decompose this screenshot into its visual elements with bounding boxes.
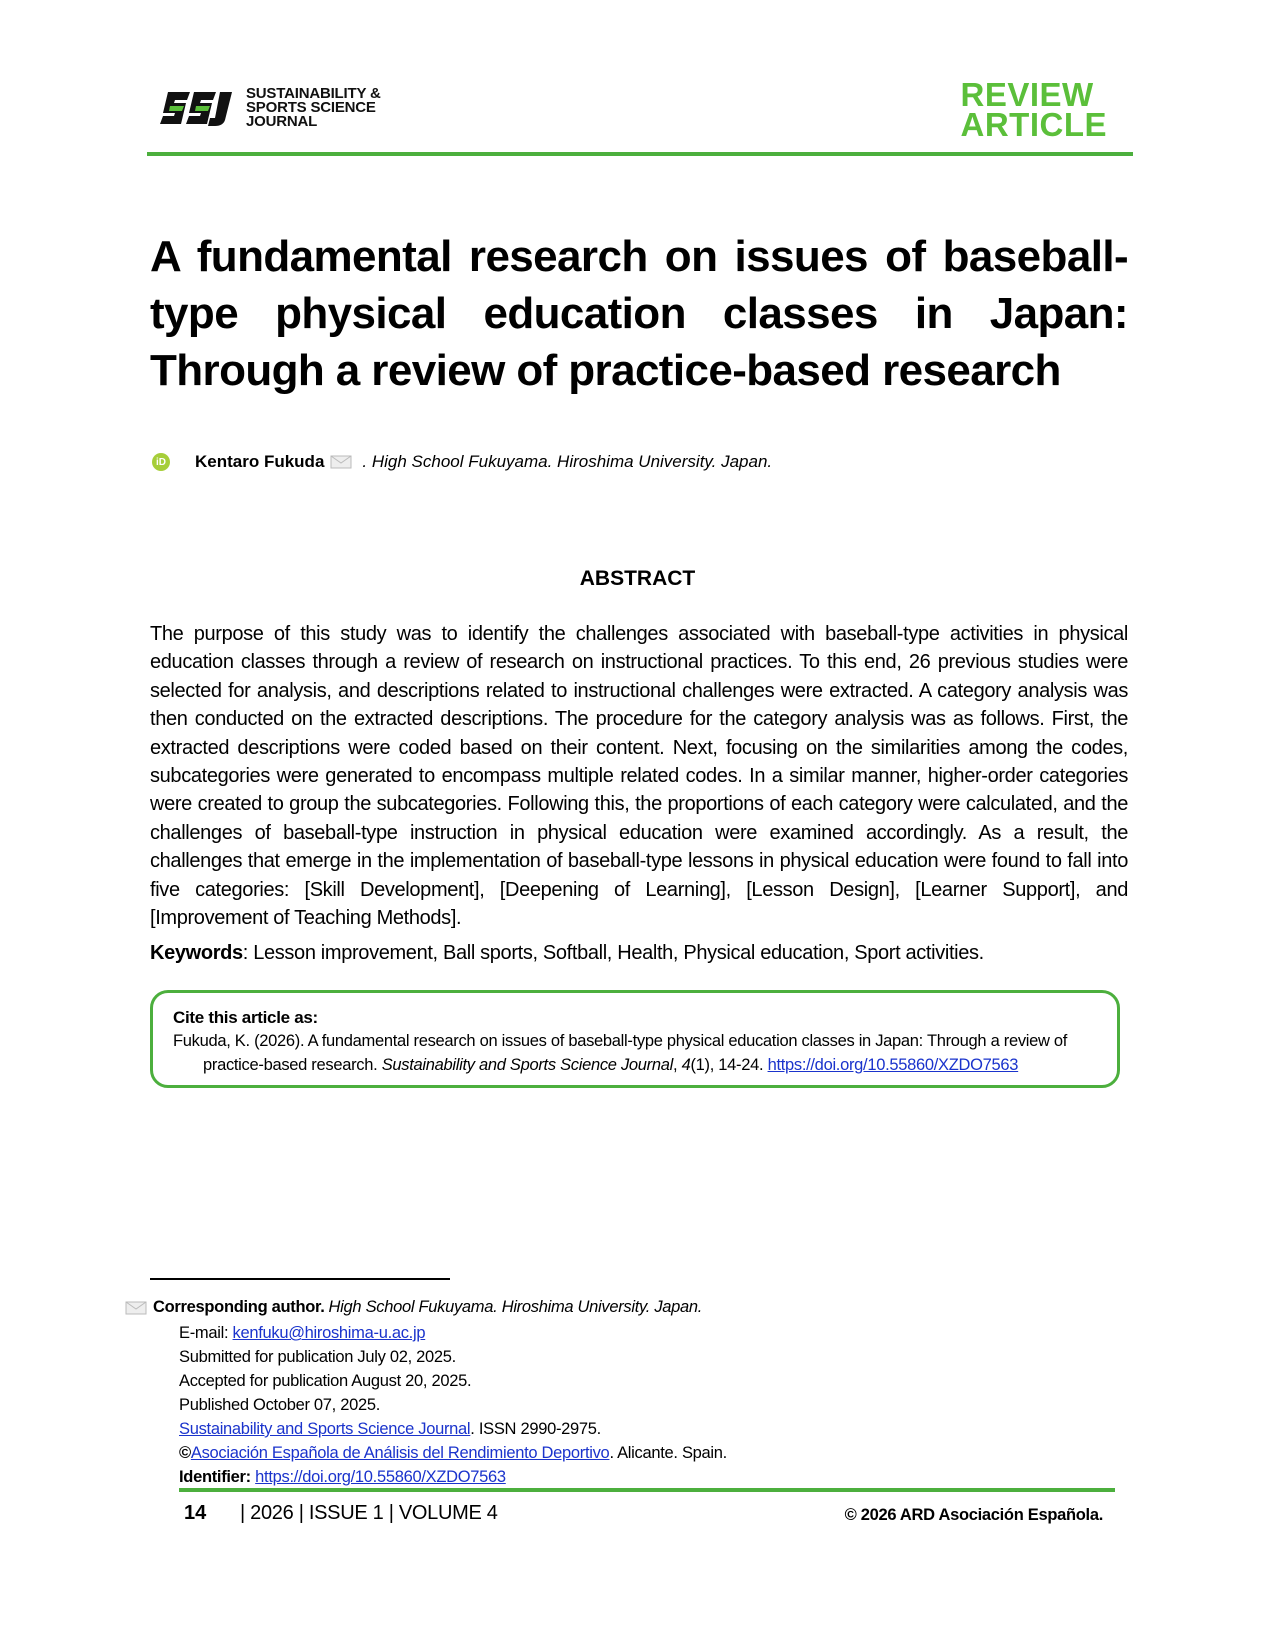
publisher-line xyxy=(179,1441,727,1465)
footer-divider xyxy=(179,1488,1115,1492)
copyright-symbol: © xyxy=(179,1444,191,1462)
email-label: E-mail: xyxy=(179,1324,233,1342)
corresponding-author-label: Corresponding author. xyxy=(153,1298,325,1316)
citation-doi-link[interactable]: https://doi.org/10.55860/XZDO7563 xyxy=(767,1056,1019,1074)
footer-copyright: © 2026 ARD Asociación Española. xyxy=(844,1506,1103,1524)
header-divider xyxy=(147,152,1133,156)
abstract-heading: ABSTRACT xyxy=(579,567,696,590)
author-name: Kentaro Fukuda xyxy=(195,452,325,471)
citation-text-main: Fukuda, K. (2026). A fundamental research on issues of baseball-type physical education classes in Japan: Through a review of practice-based research. xyxy=(173,1032,1068,1074)
citation-pages: (1), 14-24. xyxy=(690,1056,768,1074)
abstract-body: The purpose of this study was to identify the challenges associated with baseball-type activities in physical education classes through a review of research on instructional practices. To this end, 26 previous studies were selected for analysis, and descriptions related to instructional challenges were extracted. A category analysis was then conducted on the extracted descriptions. The procedure for the category analysis was as follows. First, the extracted descriptions were coded based on their content. Next, focusing on the similarities among the codes, subcategories were generated to encompass multiple related codes. In a similar manner, higher-order categories were created to group the subcategories. Following this, the proportions of each category were calculated, and the challenges of baseball-type instruction in physical education were examined accordingly. As a result, the challenges that emerge in the implementation of baseball-type lessons in physical education were found to fall into five categories: [Skill Development], [Deepening of Learning], [Lesson Design], [Learner Support], and [Improvement of Teaching Methods]. xyxy=(150,623,1128,930)
logo-text-line-3: JOURNAL xyxy=(246,113,318,130)
article-type-line-2: ARTICLE xyxy=(960,106,1107,143)
issn-text: . ISSN 2990-2975. xyxy=(470,1420,601,1438)
orcid-icon[interactable]: iD xyxy=(152,453,170,471)
footnote-details xyxy=(179,1321,727,1489)
page-number: 14 xyxy=(184,1502,207,1524)
journal-link[interactable]: Sustainability and Sports Science Journal xyxy=(179,1420,471,1438)
email-link[interactable]: kenfuku@hiroshima-u.ac.jp xyxy=(232,1324,426,1342)
article-type-label xyxy=(960,76,1108,143)
footnote-divider xyxy=(150,1278,450,1280)
citation-text xyxy=(173,1029,1095,1077)
published-date: Published October 07, 2025. xyxy=(179,1396,381,1414)
citation-label: Cite this article as: xyxy=(173,1008,318,1027)
journal-logo xyxy=(160,86,381,130)
issue-info: | 2026 | ISSUE 1 | VOLUME 4 xyxy=(240,1502,498,1524)
identifier-line xyxy=(179,1465,727,1489)
publisher-place: . Alicante. Spain. xyxy=(609,1444,727,1462)
submitted-date: Submitted for publication July 02, 2025. xyxy=(179,1348,456,1366)
mail-icon xyxy=(125,1300,147,1316)
citation-journal: Sustainability and Sports Science Journal xyxy=(381,1056,673,1074)
mail-icon[interactable] xyxy=(330,454,352,470)
publisher-link[interactable]: Asociación Española de Análisis del Rendimiento Deportivo xyxy=(190,1444,610,1462)
ssj-logo-icon xyxy=(160,86,240,130)
author-affiliation: . High School Fukuyama. Hiroshima University. Japan. xyxy=(362,452,773,471)
keywords-label: Keywords xyxy=(150,942,243,964)
logo-text-line-2: SPORTS SCIENCE xyxy=(246,99,376,116)
citation-sep: , xyxy=(672,1056,682,1074)
identifier-label: Identifier: xyxy=(179,1468,251,1486)
citation-volume: 4 xyxy=(681,1056,691,1074)
logo-text xyxy=(246,87,381,129)
keywords xyxy=(150,939,1128,967)
citation-box xyxy=(150,990,1120,1088)
identifier-link[interactable]: https://doi.org/10.55860/XZDO7563 xyxy=(255,1468,506,1486)
keywords-text: : Lesson improvement, Ball sports, Softball, Health, Physical education, Sport activities. xyxy=(242,942,984,964)
accepted-date: Accepted for publication August 20, 2025. xyxy=(179,1372,472,1390)
journal-line xyxy=(179,1417,727,1441)
article-type-line-1: REVIEW xyxy=(960,76,1094,113)
email-line xyxy=(179,1321,727,1345)
corresponding-author-affiliation: High School Fukuyama. Hiroshima University. Japan. xyxy=(328,1298,703,1316)
article-title: A fundamental research on issues of baseball-type physical education classes in Japan: Through a review of practice-based research xyxy=(150,232,1128,395)
author-line xyxy=(152,452,772,472)
logo-text-line-1: SUSTAINABILITY & xyxy=(246,85,381,102)
corresponding-author xyxy=(125,1298,702,1317)
